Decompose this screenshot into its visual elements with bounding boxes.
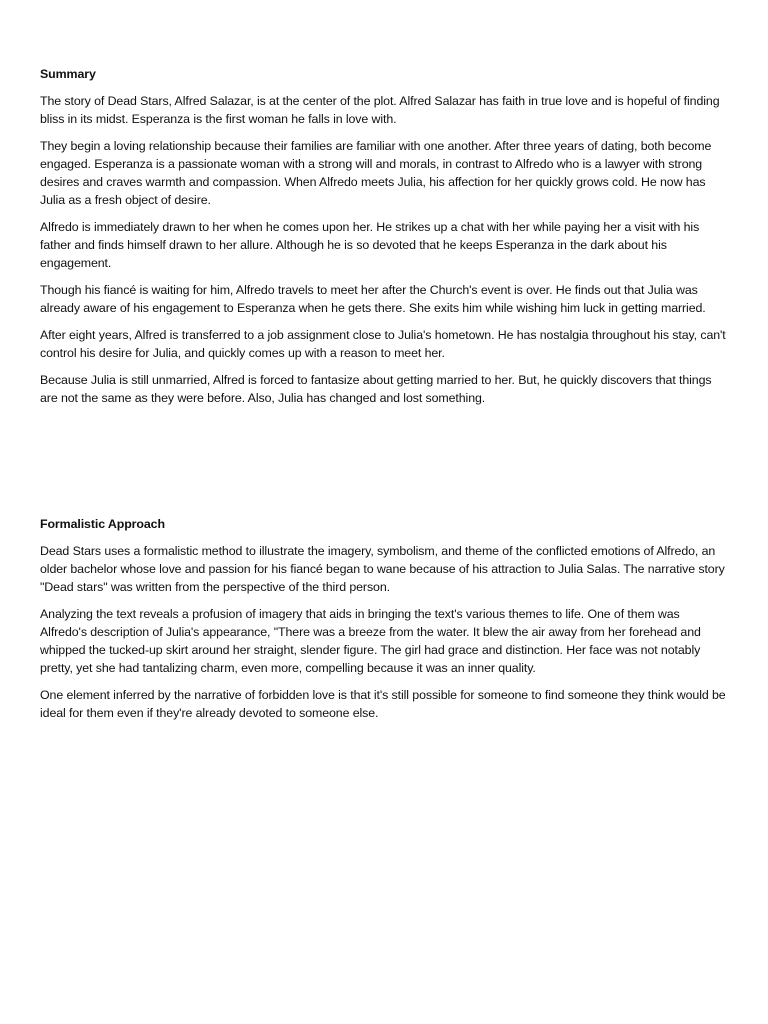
summary-paragraph-3: Alfredo is immediately drawn to her when he comes upon her. He strikes up a chat with her while paying her a visit with his father and finds himself drawn to her allure. Although he is so devoted that he keeps Esperanza in the dark about his engagement. <box>40 220 700 270</box>
summary-paragraph-2: They begin a loving relationship because their families are familiar with one another. After three years of dating, both become engaged. Esperanza is a passionate woman with a strong will and morals, in contrast to Alfredo who is a lawyer with strong desires and craves warmth and compassion. When Alfredo meets Julia, his affection for her quickly grows cold. He now has Julia as a fresh object of desire. <box>40 139 712 207</box>
summary-section <box>40 65 726 416</box>
summary-paragraph-6: Because Julia is still unmarried, Alfred is forced to fantasize about getting married to her. But, he quickly discovers that things are not the same as they were before. Also, Julia has changed and lost something. <box>40 373 712 405</box>
formalistic-paragraph-3: One element inferred by the narrative of forbidden love is that it's still possible for someone to find someone they think would be ideal for them even if they're already devoted to someone else. <box>40 688 726 720</box>
summary-heading: Summary <box>40 67 96 81</box>
summary-paragraph-4: Though his fiancé is waiting for him, Alfredo travels to meet her after the Church's event is over. He finds out that Julia was already aware of his engagement to Esperanza when he gets there. She exits him while wishing him luck in getting married. <box>40 283 706 315</box>
summary-paragraph-5: After eight years, Alfred is transferred to a job assignment close to Julia's hometown. He has nostalgia throughout his stay, can't control his desire for Julia, and quickly comes up with a reason to meet her. <box>40 328 726 360</box>
formalistic-paragraph-1: Dead Stars uses a formalistic method to illustrate the imagery, symbolism, and theme of the conflicted emotions of Alfredo, an older bachelor whose love and passion for his fiancé began to wane because of his attraction to Julia Salas. The narrative story "Dead stars" was written from the perspective of the third person. <box>40 544 725 594</box>
formalistic-approach-section <box>40 515 726 731</box>
formalistic-heading: Formalistic Approach <box>40 517 165 531</box>
formalistic-paragraph-2: Analyzing the text reveals a profusion of imagery that aids in bringing the text's various themes to life. One of them was Alfredo's description of Julia's appearance, "There was a breeze from the water. It blew the air away from her forehead and whipped the tucked-up skirt around her straight, slender figure. The girl had grace and distinction. Her face was not notably pretty, yet she had tantalizing charm, even more, compelling because it was an inner quality. <box>40 607 701 675</box>
summary-paragraph-1: The story of Dead Stars, Alfred Salazar, is at the center of the plot. Alfred Salazar has faith in true love and is hopeful of finding bliss in its midst. Esperanza is the first woman he falls in love with. <box>40 94 720 126</box>
